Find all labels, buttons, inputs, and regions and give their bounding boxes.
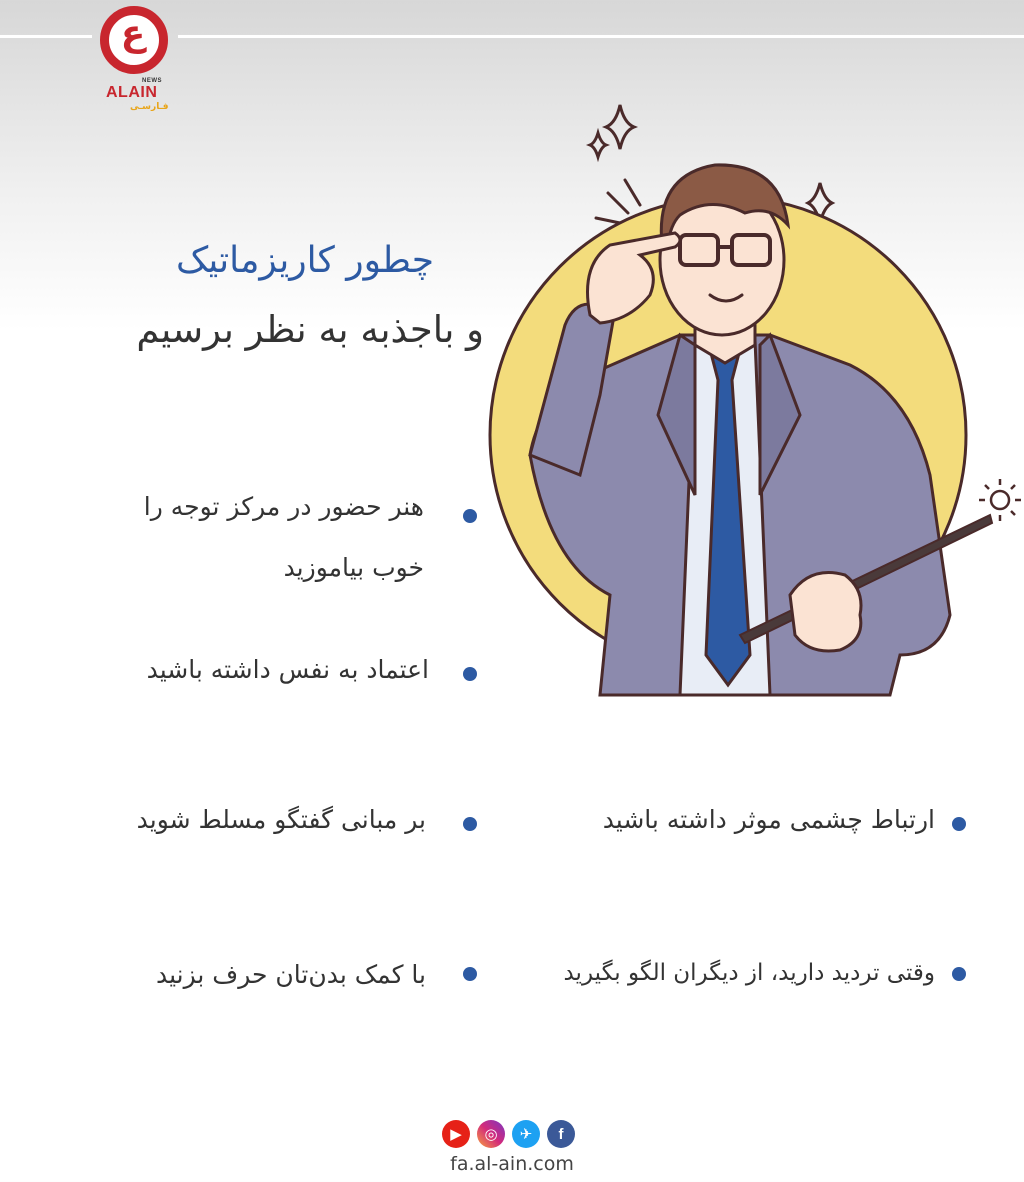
bullet-icon	[463, 509, 477, 523]
logo-name: ALAIN	[106, 84, 158, 101]
tip-item3: بر مبانی گفتگو مسلط شوید	[136, 805, 426, 834]
header-rule-left	[0, 35, 92, 38]
bullet-icon	[463, 667, 477, 681]
page-title-line2: و باجذبه به نظر برسیم	[136, 308, 484, 351]
logo-news-label: NEWS	[142, 78, 162, 84]
sun-icon	[979, 479, 1021, 521]
tip-item5: با کمک بدن‌تان حرف بزنید	[155, 960, 426, 989]
page-title-line1: چطور کاریزماتیک	[176, 240, 434, 281]
tip-item2: اعتماد به نفس داشته باشید	[146, 655, 429, 684]
tip-item4: ارتباط چشمی موثر داشته باشید	[602, 805, 935, 834]
bullet-icon	[463, 817, 477, 831]
header-rule-right	[178, 35, 1024, 38]
bullet-icon	[952, 817, 966, 831]
facebook-icon[interactable]: f	[547, 1120, 575, 1148]
footer-url[interactable]: fa.al-ain.com	[450, 1153, 574, 1175]
businessman-illustration	[470, 95, 1024, 705]
logo-farsi-label: فـارسـی	[130, 102, 169, 112]
tip-item1-line2: خوب بیاموزید	[283, 553, 424, 582]
twitter-icon[interactable]: ✈	[512, 1120, 540, 1148]
youtube-icon[interactable]: ▶	[442, 1120, 470, 1148]
logo-letter: ع	[120, 13, 146, 54]
bullet-icon	[952, 967, 966, 981]
alain-logo[interactable]	[92, 2, 174, 117]
social-icons	[442, 1120, 575, 1148]
instagram-icon[interactable]: ◎	[477, 1120, 505, 1148]
tip-item1-line1: هنر حضور در مرکز توجه را	[143, 492, 424, 521]
hand-holding-pen	[790, 573, 861, 652]
bullet-icon	[463, 967, 477, 981]
tip-item6: وقتی تردید دارید، از دیگران الگو بگیرید	[563, 960, 935, 986]
